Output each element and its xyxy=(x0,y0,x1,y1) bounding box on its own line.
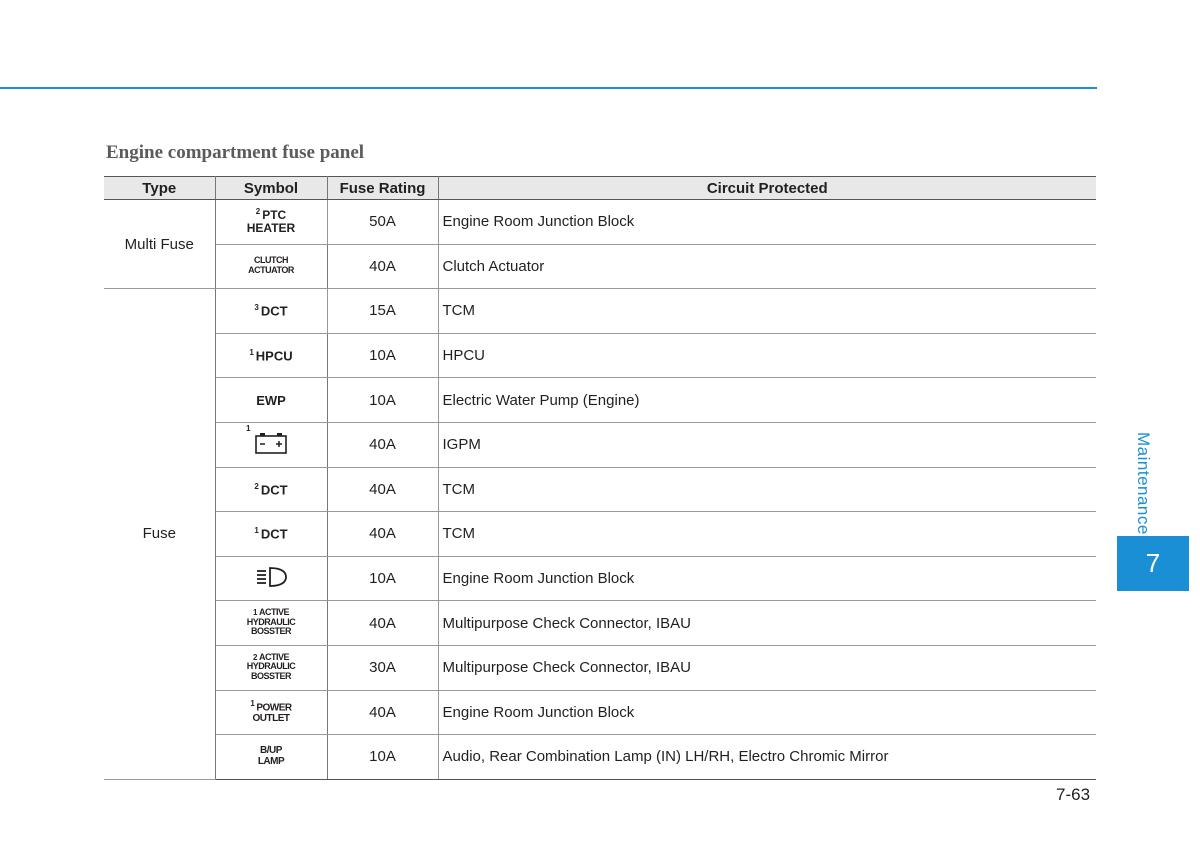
rating-cell: 10A xyxy=(327,556,438,601)
rating-cell: 50A xyxy=(327,200,438,245)
table-row xyxy=(104,690,1096,735)
table-row xyxy=(104,645,1096,690)
symbol-label: EWP xyxy=(256,392,286,408)
table-row xyxy=(104,289,1096,334)
rating-cell: 15A xyxy=(327,289,438,334)
table-row xyxy=(104,333,1096,378)
section-title: Engine compartment fuse panel xyxy=(106,142,365,163)
symbol-cell xyxy=(215,556,327,601)
symbol-label: $^1$ POWER OUTLET xyxy=(250,698,292,724)
symbol-cell xyxy=(215,333,327,378)
symbol-label: $^2$ PTC HEATER xyxy=(246,207,296,235)
symbol-cell xyxy=(215,512,327,557)
rating-cell: 40A xyxy=(327,512,438,557)
circuit-cell: Multipurpose Check Connector, IBAU xyxy=(438,645,1096,690)
table-row xyxy=(104,200,1096,245)
rating-cell: 40A xyxy=(327,601,438,646)
rating-cell: 40A xyxy=(327,244,438,289)
circuit-cell: IGPM xyxy=(438,422,1096,467)
symbol-cell xyxy=(215,422,327,467)
circuit-cell: TCM xyxy=(438,467,1096,512)
table-row xyxy=(104,422,1096,467)
symbol-label: 1 xyxy=(254,431,288,459)
rating-cell: 10A xyxy=(327,735,438,780)
symbol-cell xyxy=(215,200,327,245)
symbol-cell xyxy=(215,467,327,512)
rating-cell: 10A xyxy=(327,378,438,423)
rating-cell: 40A xyxy=(327,690,438,735)
table-row xyxy=(104,735,1096,780)
table-header-row xyxy=(104,177,1096,200)
rating-cell: 30A xyxy=(327,645,438,690)
symbol-cell xyxy=(215,601,327,646)
symbol-label: CLUTCH ACTUATOR xyxy=(248,255,294,275)
symbol-label: $^2$ DCT xyxy=(254,481,288,497)
symbol-label: $^1$ HPCU xyxy=(249,347,293,364)
symbol-cell xyxy=(215,735,327,780)
table-row xyxy=(104,556,1096,601)
circuit-cell: Multipurpose Check Connector, IBAU xyxy=(438,601,1096,646)
circuit-cell: HPCU xyxy=(438,333,1096,378)
symbol-cell xyxy=(215,378,327,423)
header-type: Type xyxy=(104,177,215,200)
circuit-cell: Audio, Rear Combination Lamp (IN) LH/RH, Electro Chromic Mirror xyxy=(438,735,1096,780)
symbol-label: 2 ACTIVE HYDRAULIC BOSSTER xyxy=(246,651,296,681)
header-fuse-rating: Fuse Rating xyxy=(327,177,438,200)
table-row xyxy=(104,467,1096,512)
symbol-cell xyxy=(215,244,327,289)
headlamp-icon xyxy=(253,565,289,589)
symbol-cell xyxy=(215,289,327,334)
table-row xyxy=(104,378,1096,423)
top-rule xyxy=(0,87,1097,89)
symbol-label: B/UP LAMP xyxy=(257,745,285,767)
rating-cell: 10A xyxy=(327,333,438,378)
header-symbol: Symbol xyxy=(215,177,327,200)
symbol-cell xyxy=(215,645,327,690)
table-row xyxy=(104,512,1096,557)
table-row xyxy=(104,244,1096,289)
fuse-table xyxy=(104,176,1096,780)
chapter-tab-label: Maintenance xyxy=(1134,432,1153,535)
type-multi-fuse: Multi Fuse xyxy=(104,200,215,289)
symbol-label: $^1$ DCT xyxy=(254,526,288,542)
circuit-cell: Clutch Actuator xyxy=(438,244,1096,289)
page-number: 7-63 xyxy=(1056,785,1091,804)
circuit-cell: Engine Room Junction Block xyxy=(438,690,1096,735)
circuit-cell: Engine Room Junction Block xyxy=(438,200,1096,245)
battery-icon xyxy=(254,431,288,455)
symbol-cell xyxy=(215,690,327,735)
type-fuse: Fuse xyxy=(104,289,215,780)
circuit-cell: TCM xyxy=(438,512,1096,557)
symbol-label: $^3$ DCT xyxy=(254,303,288,319)
header-circuit-protected: Circuit Protected xyxy=(438,177,1096,200)
chapter-tab-number: 7 xyxy=(1117,536,1189,591)
symbol-label: 1 ACTIVE HYDRAULIC BOSSTER xyxy=(246,607,296,637)
rating-cell: 40A xyxy=(327,467,438,512)
table-row xyxy=(104,601,1096,646)
circuit-cell: Engine Room Junction Block xyxy=(438,556,1096,601)
circuit-cell: TCM xyxy=(438,289,1096,334)
rating-cell: 40A xyxy=(327,422,438,467)
circuit-cell: Electric Water Pump (Engine) xyxy=(438,378,1096,423)
